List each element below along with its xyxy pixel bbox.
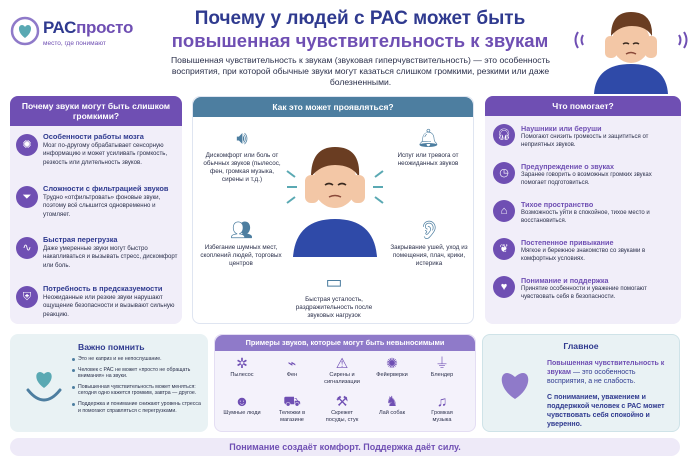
manifestation-text: Дискомфорт или боль от обычных звуков (пылесос, фен, громкая музыка, сирены и т.д.): [203, 152, 281, 183]
what-helps-panel: [485, 96, 681, 324]
people-icon: ☻: [234, 393, 250, 409]
help-text: Помогают снизить громкость и защититься от неприятных звуков.: [521, 134, 649, 148]
reason-text: Даже умеренные звуки могут быстро накапливаться и вызывать стресс, дискомфорт или боль.: [43, 245, 178, 269]
reason-overload: [16, 235, 178, 281]
sound-music: ♫ Громкая музыка: [421, 393, 463, 424]
manifestation-text: Избегание шумных мест, скоплений людей, торговых центров: [200, 244, 282, 267]
remember-list: [72, 356, 204, 418]
page-title-line1: Почему у людей с РАС может быть: [194, 8, 526, 29]
list-item: Человек с РАС не может «просто не обращать внимания» на звуки.: [72, 367, 204, 380]
important-remember-panel: [10, 334, 208, 432]
heart-hands-icon: [24, 364, 64, 404]
reason-text: Неожиданные или резкие звуки нарушают ощущение безопасности и вызывают сильную реакцию.: [43, 294, 175, 318]
logo-tagline: место, где понимают: [43, 40, 106, 47]
dishes-icon: ⚒: [335, 393, 349, 409]
home-icon: ⌂: [493, 200, 515, 222]
help-gradual: [493, 238, 679, 274]
reason-title: Особенности работы мозга: [43, 132, 144, 141]
sound-blender: ⏚ Блендер: [421, 355, 463, 379]
help-title: Наушники или беруши: [521, 124, 602, 133]
growth-icon: ❦: [493, 238, 515, 260]
sound-noisy-people: ☻ Шумные люди: [221, 393, 263, 417]
main-text-1: Повышенная чувствительность к звукам — это особенность восприятия, а не слабость.: [547, 360, 665, 385]
reason-title: Потребность в предсказуемости: [43, 284, 163, 293]
clock-icon: ◷: [493, 162, 515, 184]
why-loud-header: Почему звуки могут быть слишком громкими?: [10, 96, 182, 126]
logo-heart-icon: [10, 16, 40, 46]
boy-covering-ears-illustration: [572, 2, 690, 94]
battery-icon: ▭: [325, 272, 343, 292]
main-title: Главное: [563, 341, 599, 351]
sound-siren: ⚠ Сирены и сигнализации: [321, 355, 363, 386]
help-support: [493, 276, 679, 320]
reason-title: Быстрая перегрузка: [43, 235, 118, 244]
manifestation-text: Испуг или тревога от неожиданных звуков: [397, 152, 459, 167]
reason-title: Сложности с фильтрацией звуков: [43, 184, 169, 193]
help-title: Понимание и поддержка: [521, 276, 609, 285]
filter-icon: ⏷: [16, 186, 38, 208]
manifestation-text: Быстрая усталость, раздражительность после звуковых нагрузок: [295, 296, 373, 319]
manifestation-fear: [389, 127, 467, 168]
list-item: Это не каприз и не непослушание.: [72, 356, 204, 363]
reason-text: Трудно «отфильтровать» фоновые звуки, поэтому всё слышится одновременно и утомляет.: [43, 194, 161, 218]
manifestations-panel: [192, 96, 474, 324]
sound-dishes: ⚒ Скрежет посуды, стук: [321, 393, 363, 424]
sound-hairdryer: ⌁ Фен: [271, 355, 313, 379]
why-loud-panel: [10, 96, 182, 324]
blender-icon: ⏚: [435, 355, 449, 371]
logo-brand: РАСпросто: [43, 18, 134, 37]
reason-text: Мозг по-другому обрабатывает сенсорную информацию и может усиливать громкость, резкость или длительность звуков.: [43, 142, 168, 166]
sound-carts: ⛟ Тележки в магазине: [271, 393, 313, 424]
help-text: Возможность уйти в спокойное, тихое место и восстановиться.: [521, 210, 650, 224]
page-title-line2: повышенная чувствительность к звукам: [171, 30, 549, 51]
manifestation-discomfort: [203, 127, 281, 184]
fireworks-icon: ✺: [386, 355, 398, 371]
help-title: Тихое пространство: [521, 200, 594, 209]
boy-illustration: [281, 137, 389, 257]
sound-examples-header: Примеры звуков, которые могут быть невыносимыми: [215, 335, 475, 351]
sound-dog: ♞ Лай собак: [371, 393, 413, 417]
what-helps-header: Что помогает?: [485, 96, 681, 116]
reason-filter: [16, 184, 178, 230]
manifestation-covering-ears: [387, 219, 471, 268]
help-quiet-space: [493, 200, 679, 236]
manifestation-fatigue: [285, 271, 383, 320]
logo: [10, 14, 134, 54]
speaker-icon: 🔊︎: [236, 128, 248, 148]
ear-icon: 👂︎: [418, 220, 441, 240]
heart-icon: ♥: [493, 276, 515, 298]
remember-title: Важно помнить: [78, 342, 145, 352]
crowd-icon: 👥︎: [230, 220, 253, 240]
manifestations-header: Как это может проявляться?: [193, 97, 473, 117]
intro-text: Повышенная чувствительность к звукам (звуковая гиперчувствительность) — это особенность восприятия, при которой обычные звуки могут казаться слишком громкими, резкими или даже болезненными.: [171, 55, 550, 87]
list-item: Повышенная чувствительность может меняться: сегодня одно кажется громким, завтра — другое.: [72, 384, 204, 397]
help-title: Предупреждение о звуках: [521, 162, 615, 171]
footer-slogan: Понимание создаёт комфорт. Поддержка даёт силу.: [10, 438, 680, 456]
main-point-panel: [482, 334, 680, 432]
cart-icon: ⛟: [283, 393, 301, 409]
dog-icon: ♞: [385, 393, 399, 409]
help-text: Мягкое и бережное знакомство со звуками в комфортных условиях.: [521, 248, 646, 262]
list-item: Поддержка и понимание снижают уровень стресса и помогают справляться с перегрузками.: [72, 401, 204, 414]
manifestation-avoidance: [199, 219, 283, 268]
bell-icon: 🔔︎: [417, 128, 440, 148]
shield-icon: ⛨: [16, 286, 38, 308]
help-title: Постепенное привыкание: [521, 238, 614, 247]
brain-icon: ✺: [16, 134, 38, 156]
manifestation-text: Закрывание ушей, уход из помещения, плач, крики, истерика: [390, 244, 468, 267]
reason-predictability: [16, 284, 178, 324]
help-headphones: [493, 124, 679, 160]
reason-brain: [16, 132, 178, 178]
sound-vacuum: ✲ Пылесос: [221, 355, 263, 379]
help-text: Принятие особенности и уважение помогают чувствовать себя в безопасности.: [521, 286, 647, 300]
soundwave-icon: ∿: [16, 237, 38, 259]
sound-examples-panel: [214, 334, 476, 432]
hairdryer-icon: ⌁: [287, 355, 297, 371]
main-text-2: С пониманием, уважением и поддержкой человек с РАС может чувствовать себя спокойно и уверенно.: [547, 394, 665, 428]
help-warning: [493, 162, 679, 198]
vacuum-icon: ✲: [236, 355, 248, 371]
siren-icon: ⚠: [335, 355, 349, 371]
headphones-icon: 🎧︎: [493, 124, 515, 146]
sound-fireworks: ✺ Фейерверки: [371, 355, 413, 379]
heart-icon: [495, 365, 535, 405]
music-icon: ♫: [436, 393, 448, 409]
help-text: Заранее говорить о возможных громких звуках помогает подготовиться.: [521, 172, 652, 186]
